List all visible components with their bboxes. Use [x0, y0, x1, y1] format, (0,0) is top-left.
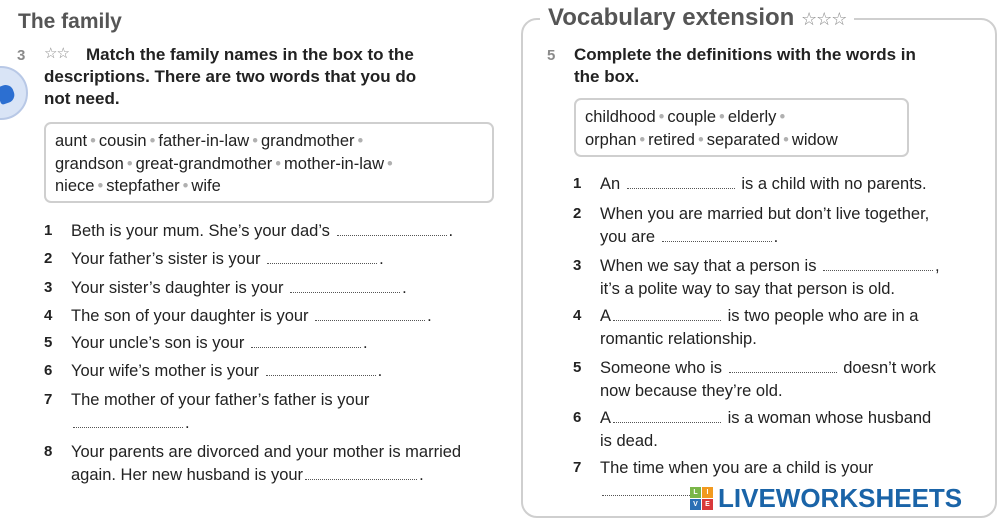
answer-blank[interactable] — [662, 226, 772, 242]
list-item: 7 The mother of your father’s father is your . — [44, 391, 370, 432]
word-box-line: niece • stepfather • wife — [55, 177, 221, 195]
instruction-line: descriptions. There are two words that you do — [44, 67, 417, 86]
list-item: 1 An is a child with no parents. — [573, 175, 927, 193]
word: stepfather — [106, 177, 180, 195]
answer-blank[interactable] — [627, 173, 735, 189]
word-box-line: grandson • great-grandmother • mother-in-law • — [55, 154, 393, 173]
exercise-number: 5 — [547, 47, 556, 64]
list-item: 4 The son of your daughter is your . — [44, 307, 432, 325]
watermark-text: LIVEWORKSHEETS — [718, 483, 963, 513]
panel-title: Vocabulary extension ☆☆☆ — [540, 4, 854, 32]
difficulty-stars-icon: ☆☆ — [44, 45, 69, 62]
word: couple — [667, 108, 717, 126]
liveworksheets-logo-icon: L I V E — [690, 487, 714, 511]
word: wife — [191, 177, 221, 195]
pencil-icon — [0, 66, 28, 120]
answer-blank[interactable] — [290, 277, 400, 293]
list-item: 6 A is a woman whose husband is dead. — [573, 409, 932, 450]
answer-blank[interactable] — [305, 464, 417, 480]
word: grandmother — [260, 132, 355, 150]
answer-blank[interactable] — [613, 407, 721, 423]
word: grandson — [55, 154, 124, 173]
word: childhood — [585, 108, 656, 126]
word-box-line: orphan • retired • separated • widow — [585, 130, 838, 149]
difficulty-stars-icon: ☆☆☆ — [800, 9, 847, 29]
word: separated — [706, 130, 781, 149]
word: elderly — [727, 108, 777, 126]
list-item: 6 Your wife’s mother is your . — [44, 362, 383, 380]
list-item: 8 Your parents are divorced and your mother is married again. Her new husband is your . — [44, 443, 462, 484]
list-item: 4 A is two people who are in a romantic relationship. — [573, 307, 919, 348]
instruction-line: not need. — [44, 89, 120, 108]
answer-blank[interactable] — [602, 480, 694, 496]
answer-blank[interactable] — [266, 360, 376, 376]
word: great-grandmother — [135, 154, 273, 173]
section-title: The family — [18, 10, 122, 33]
word-box-line: childhood • couple • elderly • — [585, 108, 786, 126]
list-item: 5 Your uncle’s son is your . — [44, 334, 368, 352]
list-item: 2 When you are married but don’t live together, you are . — [573, 205, 930, 246]
word-box — [44, 122, 494, 203]
answer-blank[interactable] — [337, 220, 447, 236]
list-item: 2 Your father’s sister is your . — [44, 250, 384, 268]
word: widow — [791, 130, 838, 149]
instruction-line: the box. — [574, 67, 640, 86]
answer-blank[interactable] — [73, 412, 183, 428]
answer-blank[interactable] — [315, 305, 425, 321]
answer-blank[interactable] — [267, 248, 377, 264]
list-item: 5 Someone who is doesn’t work now because they’re old. — [573, 359, 936, 400]
list-item: 3 When we say that a person is , it’s a polite way to say that person is old. — [573, 257, 940, 298]
word: niece — [55, 177, 95, 195]
answer-blank[interactable] — [251, 332, 361, 348]
list-item: 1 Beth is your mum. She’s your dad’s . — [44, 222, 454, 240]
word: orphan — [585, 130, 637, 149]
instruction-line: Complete the definitions with the words in — [574, 45, 916, 64]
word: retired — [648, 130, 695, 149]
list-item: 3 Your sister’s daughter is your . — [44, 279, 407, 297]
word: mother-in-law — [284, 154, 384, 173]
word: cousin — [98, 132, 147, 150]
word: aunt — [55, 132, 88, 150]
instruction-line: Match the family names in the box to the — [86, 45, 414, 64]
list-item: 7 The time when you are a child is your — [573, 457, 983, 503]
word: father-in-law — [158, 132, 250, 150]
answer-blank[interactable] — [613, 305, 721, 321]
answer-blank[interactable] — [729, 357, 837, 373]
exercise-number: 3 — [17, 47, 26, 64]
word-box — [574, 98, 909, 157]
answer-blank[interactable] — [823, 255, 933, 271]
word-box-line: aunt • cousin • father-in-law • grandmother • — [55, 132, 364, 150]
